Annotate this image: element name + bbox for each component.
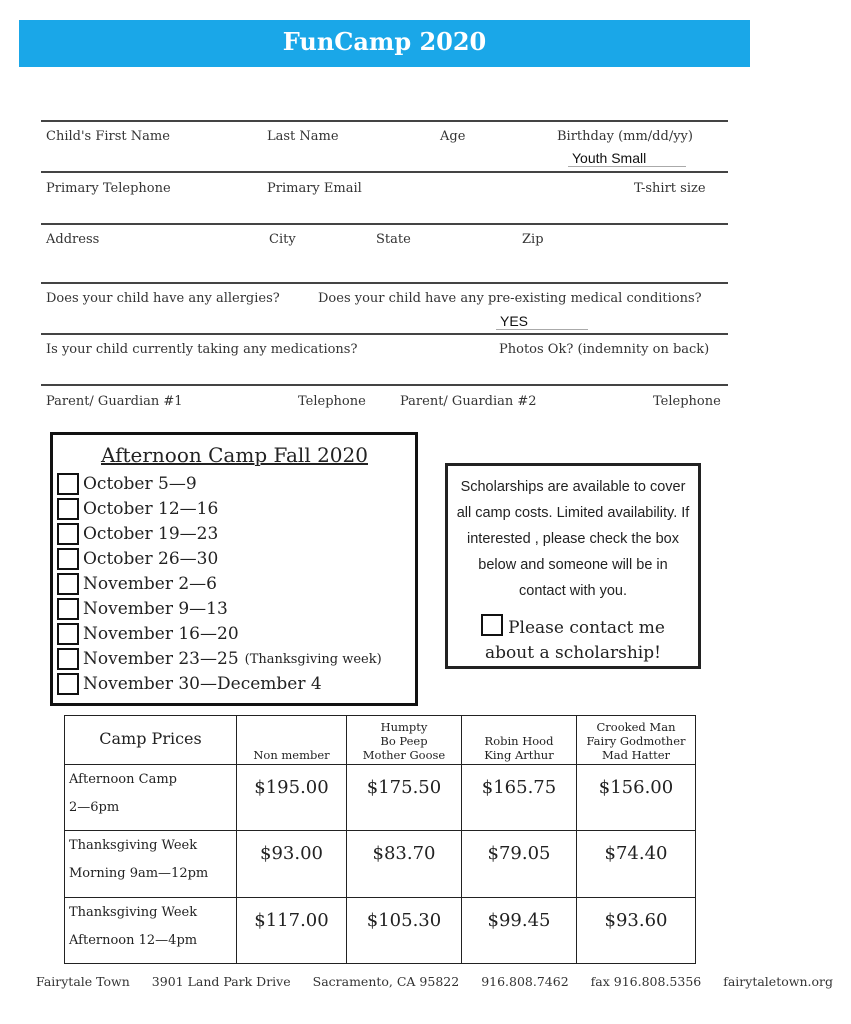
scholarship-contact-line1: Please contact me: [508, 618, 665, 638]
footer-city: Sacramento, CA 95822: [312, 974, 460, 989]
telephone-label: Primary Telephone: [46, 181, 171, 196]
row-name-line1: Thanksgiving Week: [69, 838, 198, 853]
divider: [41, 223, 728, 225]
row-name: [65, 898, 237, 964]
photos-value[interactable]: YES: [496, 313, 588, 330]
price-cell: $165.75: [462, 765, 577, 831]
scholarship-contact-line2: about a scholarship!: [485, 643, 661, 663]
afternoon-camp-title: Afternoon Camp Fall 2020: [101, 443, 368, 467]
photos-label: Photos Ok? (indemnity on back): [499, 342, 710, 357]
week-option[interactable]: [57, 573, 217, 595]
price-cell: $156.00: [577, 765, 696, 831]
tshirt-label: T-shirt size: [634, 181, 706, 196]
footer-org: Fairytale Town: [36, 974, 130, 989]
tier-name: Mother Goose: [362, 748, 446, 762]
scholarship-text: Scholarships are available to cover all camp costs. Limited availability. If interested , please check the box below and someone will be in contact with you.: [456, 479, 690, 599]
week-label: November 23—25: [83, 649, 239, 669]
row-name: [65, 831, 237, 898]
divider: [41, 120, 728, 122]
first-name-label: Child's First Name: [46, 129, 170, 144]
week-checkbox[interactable]: [57, 473, 79, 495]
price-cell: $93.00: [237, 831, 347, 898]
price-cell: $99.45: [462, 898, 577, 964]
col-non-member: Non member: [237, 716, 347, 765]
tier-name: Robin Hood: [484, 734, 554, 748]
price-cell: $195.00: [237, 765, 347, 831]
tier-name: Crooked Man: [596, 720, 676, 734]
tier-name: Mad Hatter: [601, 748, 671, 762]
afternoon-camp-box: [50, 432, 418, 706]
medical-label: Does your child have any pre-existing medical conditions?: [318, 291, 702, 306]
footer-address: 3901 Land Park Drive: [151, 974, 291, 989]
scholarship-checkbox[interactable]: [481, 614, 503, 636]
scholarship-box: [445, 463, 701, 669]
table-header-row: [65, 716, 696, 765]
week-checkbox[interactable]: [57, 498, 79, 520]
divider: [41, 333, 728, 335]
row-name-line2: Afternoon 12—4pm: [69, 933, 198, 948]
week-label: November 9—13: [83, 599, 228, 619]
week-label: November 2—6: [83, 574, 217, 594]
col-tier3: [577, 716, 696, 765]
week-label: November 16—20: [83, 624, 239, 644]
row-name-line2: 2—6pm: [69, 800, 120, 815]
week-option[interactable]: [57, 598, 228, 620]
week-label: October 19—23: [83, 524, 219, 544]
week-option[interactable]: [57, 673, 322, 695]
guardian2-label: Parent/ Guardian #2: [400, 394, 537, 409]
week-option[interactable]: [57, 548, 218, 570]
week-option[interactable]: [57, 473, 197, 495]
week-label: October 12—16: [83, 499, 219, 519]
tier-name: Fairy Godmother: [586, 734, 686, 748]
col-tier2: [462, 716, 577, 765]
zip-label: Zip: [522, 232, 544, 247]
price-cell: $79.05: [462, 831, 577, 898]
price-cell: $83.70: [347, 831, 462, 898]
week-label: October 26—30: [83, 549, 219, 569]
divider: [41, 384, 728, 386]
guardian1-label: Parent/ Guardian #1: [46, 394, 183, 409]
week-checkbox[interactable]: [57, 648, 79, 670]
week-option[interactable]: [57, 523, 218, 545]
tier-name: Humpty: [380, 720, 428, 734]
week-label: November 30—December 4: [83, 674, 322, 694]
telephone1-label: Telephone: [298, 394, 366, 409]
row-name-line1: Afternoon Camp: [69, 772, 177, 787]
week-option[interactable]: [57, 498, 218, 520]
camp-prices-title: Camp Prices: [65, 716, 237, 765]
footer-web[interactable]: fairytaletown.org: [723, 974, 833, 989]
week-checkbox[interactable]: [57, 523, 79, 545]
allergies-label: Does your child have any allergies?: [46, 291, 280, 306]
age-label: Age: [440, 129, 466, 144]
week-checkbox[interactable]: [57, 573, 79, 595]
table-row: [65, 765, 696, 831]
week-checkbox[interactable]: [57, 623, 79, 645]
tier-name: King Arthur: [484, 748, 554, 762]
divider: [41, 282, 728, 284]
row-name-line2: Morning 9am—12pm: [69, 866, 209, 881]
email-label: Primary Email: [267, 181, 362, 196]
divider: [41, 171, 728, 173]
price-cell: $93.60: [577, 898, 696, 964]
address-label: Address: [46, 232, 100, 247]
birthday-label: Birthday (mm/dd/yy): [557, 129, 693, 144]
row-name: [65, 765, 237, 831]
footer-fax: fax 916.808.5356: [590, 974, 702, 989]
page-title: FunCamp 2020: [282, 27, 487, 56]
week-label: October 5—9: [83, 474, 197, 494]
col-tier1: [347, 716, 462, 765]
medications-label: Is your child currently taking any medications?: [46, 342, 358, 357]
state-label: State: [376, 232, 411, 247]
week-checkbox[interactable]: [57, 673, 79, 695]
price-cell: $105.30: [347, 898, 462, 964]
price-cell: $117.00: [237, 898, 347, 964]
week-checkbox[interactable]: [57, 598, 79, 620]
week-option[interactable]: [57, 623, 239, 645]
footer: [36, 974, 851, 989]
tshirt-size-value[interactable]: Youth Small: [568, 150, 686, 167]
table-row: [65, 831, 696, 898]
header-banner: [19, 20, 750, 67]
table-row: [65, 898, 696, 964]
week-note: (Thanksgiving week): [244, 651, 382, 667]
city-label: City: [269, 232, 296, 247]
row-name-line1: Thanksgiving Week: [69, 905, 198, 920]
tier-name: Bo Peep: [380, 734, 428, 748]
camp-prices-table: [64, 715, 696, 964]
telephone2-label: Telephone: [653, 394, 721, 409]
last-name-label: Last Name: [267, 129, 339, 144]
scholarship-contact[interactable]: [448, 614, 698, 666]
price-cell: $175.50: [347, 765, 462, 831]
price-cell: $74.40: [577, 831, 696, 898]
week-option[interactable]: [57, 648, 382, 670]
week-checkbox[interactable]: [57, 548, 79, 570]
footer-phone: 916.808.7462: [481, 974, 569, 989]
